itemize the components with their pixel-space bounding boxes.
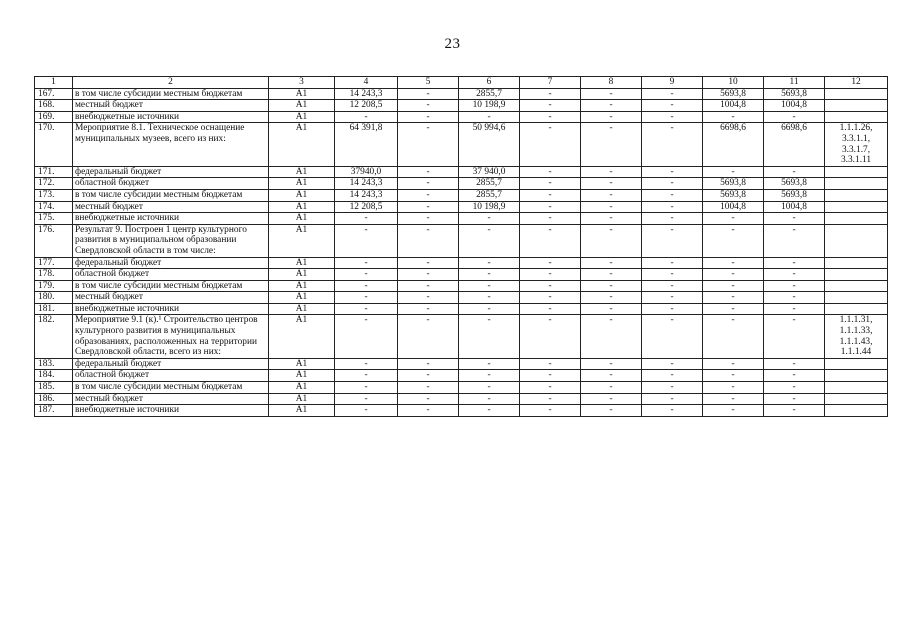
row-number: 176. [35,224,73,257]
amount-cell: - [459,370,520,382]
amount-cell: - [581,280,642,292]
amount-cell: - [581,111,642,123]
table-row [35,201,888,213]
row-description: внебюджетные источники [73,111,269,123]
amount-cell: - [398,280,459,292]
amount-cell: - [642,370,703,382]
amount-cell: - [398,189,459,201]
table-row [35,166,888,178]
row-description: внебюджетные источники [73,303,269,315]
amount-cell: - [398,178,459,190]
row-code: А1 [269,358,335,370]
column-header: 7 [520,77,581,89]
amount-cell: - [520,123,581,166]
amount-cell: - [335,382,398,394]
amount-cell: - [459,292,520,304]
amount-cell: - [642,358,703,370]
amount-cell: - [703,393,764,405]
amount-cell: - [703,280,764,292]
amount-cell: - [398,111,459,123]
row-number: 167. [35,88,73,100]
amount-cell: - [581,201,642,213]
row-description: Результат 9. Построен 1 центр культурного развития в муниципальном образовании Свердловской области в том числе: [73,224,269,257]
amount-cell: - [398,303,459,315]
target-reference [825,166,888,178]
amount-cell: - [703,358,764,370]
amount-cell: - [764,111,825,123]
row-number: 177. [35,257,73,269]
budget-table [34,76,888,417]
row-description: федеральный бюджет [73,257,269,269]
row-description: внебюджетные источники [73,213,269,225]
amount-cell: - [581,100,642,112]
amount-cell: - [398,358,459,370]
amount-cell: - [642,100,703,112]
table-row [35,303,888,315]
target-reference: 1.1.1.26, 3.3.1.1, 3.3.1.7, 3.3.1.11 [825,123,888,166]
amount-cell: - [459,393,520,405]
amount-cell: - [703,382,764,394]
amount-cell: - [398,257,459,269]
target-reference [825,382,888,394]
amount-cell: - [520,100,581,112]
amount-cell: - [520,358,581,370]
amount-cell: - [764,405,825,417]
column-header: 11 [764,77,825,89]
table-row [35,189,888,201]
row-description: федеральный бюджет [73,358,269,370]
amount-cell: 5693,8 [703,189,764,201]
row-number: 182. [35,315,73,358]
amount-cell: - [642,213,703,225]
row-description: в том числе субсидии местным бюджетам [73,88,269,100]
column-header: 12 [825,77,888,89]
amount-cell: - [764,257,825,269]
amount-cell: - [459,303,520,315]
amount-cell: - [703,370,764,382]
amount-cell: - [764,166,825,178]
table-row [35,257,888,269]
row-number: 180. [35,292,73,304]
row-code: А1 [269,111,335,123]
target-reference [825,405,888,417]
amount-cell: - [459,269,520,281]
amount-cell: - [581,224,642,257]
amount-cell: 37940,0 [335,166,398,178]
amount-cell: - [642,315,703,358]
amount-cell: - [398,88,459,100]
column-header: 10 [703,77,764,89]
row-code: А1 [269,269,335,281]
row-number: 168. [35,100,73,112]
amount-cell: - [642,111,703,123]
amount-cell: 10 198,9 [459,201,520,213]
row-number: 174. [35,201,73,213]
amount-cell: - [520,303,581,315]
row-code: А1 [269,382,335,394]
table-row [35,224,888,257]
amount-cell: - [703,166,764,178]
amount-cell: - [764,393,825,405]
amount-cell: - [335,370,398,382]
amount-cell: - [398,269,459,281]
amount-cell: - [520,393,581,405]
row-code: А1 [269,405,335,417]
amount-cell: - [764,358,825,370]
table-row [35,111,888,123]
amount-cell: - [335,269,398,281]
target-reference [825,178,888,190]
amount-cell: - [764,213,825,225]
amount-cell: - [642,280,703,292]
table-row [35,370,888,382]
page-number: 23 [444,36,461,52]
table-row [35,123,888,166]
amount-cell: - [642,178,703,190]
amount-cell: 14 243,3 [335,189,398,201]
table-row [35,269,888,281]
amount-cell: - [520,280,581,292]
amount-cell: - [459,224,520,257]
amount-cell: - [398,100,459,112]
target-reference [825,303,888,315]
row-code: А1 [269,178,335,190]
amount-cell: - [459,382,520,394]
target-reference [825,358,888,370]
table-row [35,213,888,225]
amount-cell: 5693,8 [764,178,825,190]
target-reference [825,292,888,304]
amount-cell: - [642,393,703,405]
table-row [35,358,888,370]
row-number: 184. [35,370,73,382]
row-description: местный бюджет [73,393,269,405]
row-code: А1 [269,393,335,405]
amount-cell: - [520,201,581,213]
amount-cell: - [642,303,703,315]
amount-cell: - [520,166,581,178]
row-code: А1 [269,123,335,166]
target-reference [825,370,888,382]
row-number: 187. [35,405,73,417]
target-reference [825,280,888,292]
amount-cell: 37 940,0 [459,166,520,178]
column-header: 2 [73,77,269,89]
amount-cell: - [459,213,520,225]
target-reference: 1.1.1.31, 1.1.1.33, 1.1.1.43, 1.1.1.44 [825,315,888,358]
amount-cell: - [581,213,642,225]
amount-cell: 50 994,6 [459,123,520,166]
amount-cell: - [459,280,520,292]
amount-cell: 2855,7 [459,189,520,201]
amount-cell: - [398,315,459,358]
row-description: в том числе субсидии местным бюджетам [73,189,269,201]
row-code: А1 [269,280,335,292]
table-row [35,88,888,100]
amount-cell: - [581,303,642,315]
table-row [35,382,888,394]
row-number: 172. [35,178,73,190]
amount-cell: - [520,111,581,123]
amount-cell: - [642,189,703,201]
row-description: областной бюджет [73,269,269,281]
row-description: местный бюджет [73,201,269,213]
amount-cell: 64 391,8 [335,123,398,166]
amount-cell: - [520,178,581,190]
amount-cell: - [520,257,581,269]
amount-cell: - [398,224,459,257]
amount-cell: - [703,111,764,123]
amount-cell: - [520,405,581,417]
amount-cell: - [335,292,398,304]
amount-cell: - [520,189,581,201]
amount-cell: - [335,111,398,123]
amount-cell: - [581,189,642,201]
row-number: 173. [35,189,73,201]
amount-cell: - [520,224,581,257]
target-reference [825,257,888,269]
amount-cell: 14 243,3 [335,88,398,100]
amount-cell: - [335,213,398,225]
amount-cell: - [398,393,459,405]
amount-cell: - [459,405,520,417]
amount-cell: - [642,292,703,304]
table-row [35,292,888,304]
column-header-row [35,77,888,89]
amount-cell: 2855,7 [459,88,520,100]
row-description: областной бюджет [73,370,269,382]
amount-cell: - [398,123,459,166]
amount-cell: - [581,315,642,358]
amount-cell: - [520,315,581,358]
table-row [35,178,888,190]
row-code: А1 [269,303,335,315]
row-number: 170. [35,123,73,166]
table-row [35,100,888,112]
amount-cell: - [642,257,703,269]
amount-cell: - [703,292,764,304]
amount-cell: - [642,88,703,100]
amount-cell: - [581,257,642,269]
row-code: А1 [269,292,335,304]
row-description: местный бюджет [73,292,269,304]
amount-cell: 14 243,3 [335,178,398,190]
amount-cell: - [581,292,642,304]
amount-cell: - [520,292,581,304]
column-header: 4 [335,77,398,89]
amount-cell: - [520,213,581,225]
amount-cell: - [764,224,825,257]
amount-cell: - [703,257,764,269]
target-reference [825,111,888,123]
row-number: 185. [35,382,73,394]
row-number: 183. [35,358,73,370]
amount-cell: - [335,405,398,417]
amount-cell: - [642,224,703,257]
amount-cell: 5693,8 [703,88,764,100]
amount-cell: - [703,405,764,417]
row-code: А1 [269,224,335,257]
amount-cell: 12 208,5 [335,100,398,112]
table-row [35,315,888,358]
target-reference [825,269,888,281]
amount-cell: - [764,292,825,304]
row-number: 171. [35,166,73,178]
amount-cell: 6698,6 [764,123,825,166]
amount-cell: - [581,370,642,382]
amount-cell: - [459,358,520,370]
row-description: в том числе субсидии местным бюджетам [73,280,269,292]
row-description: местный бюджет [73,100,269,112]
row-number: 175. [35,213,73,225]
amount-cell: - [581,88,642,100]
row-description: федеральный бюджет [73,166,269,178]
amount-cell: - [764,303,825,315]
amount-cell: - [335,315,398,358]
amount-cell: - [335,358,398,370]
amount-cell: 12 208,5 [335,201,398,213]
amount-cell: - [703,224,764,257]
amount-cell: - [581,358,642,370]
amount-cell: - [642,201,703,213]
amount-cell: 2855,7 [459,178,520,190]
row-number: 169. [35,111,73,123]
amount-cell: - [764,370,825,382]
amount-cell: - [398,166,459,178]
column-header: 3 [269,77,335,89]
row-code: А1 [269,88,335,100]
amount-cell: - [764,269,825,281]
amount-cell: 5693,8 [764,88,825,100]
amount-cell: - [581,166,642,178]
row-code: А1 [269,201,335,213]
amount-cell: - [581,123,642,166]
amount-cell: - [335,257,398,269]
column-header: 9 [642,77,703,89]
table-row [35,405,888,417]
row-code: А1 [269,315,335,358]
amount-cell: 1004,8 [703,100,764,112]
row-description: внебюджетные источники [73,405,269,417]
amount-cell: - [398,370,459,382]
target-reference [825,224,888,257]
amount-cell: - [703,315,764,358]
amount-cell: - [581,393,642,405]
row-number: 179. [35,280,73,292]
row-code: А1 [269,370,335,382]
amount-cell: - [642,269,703,281]
column-header: 8 [581,77,642,89]
amount-cell: 1004,8 [703,201,764,213]
amount-cell: - [642,166,703,178]
amount-cell: - [764,382,825,394]
row-number: 178. [35,269,73,281]
amount-cell: - [520,370,581,382]
row-code: А1 [269,100,335,112]
amount-cell: - [703,303,764,315]
amount-cell: - [581,405,642,417]
row-description: в том числе субсидии местным бюджетам [73,382,269,394]
amount-cell: - [398,292,459,304]
amount-cell: 1004,8 [764,100,825,112]
amount-cell: - [520,88,581,100]
target-reference [825,201,888,213]
amount-cell: - [459,111,520,123]
amount-cell: 5693,8 [764,189,825,201]
target-reference [825,100,888,112]
amount-cell: - [764,315,825,358]
amount-cell: - [764,280,825,292]
amount-cell: - [703,269,764,281]
amount-cell: - [398,213,459,225]
amount-cell: - [335,393,398,405]
row-code: А1 [269,213,335,225]
table-row [35,393,888,405]
amount-cell: - [398,382,459,394]
amount-cell: - [642,123,703,166]
amount-cell: 10 198,9 [459,100,520,112]
amount-cell: - [581,382,642,394]
amount-cell: 1004,8 [764,201,825,213]
row-code: А1 [269,166,335,178]
row-description: областной бюджет [73,178,269,190]
amount-cell: - [642,382,703,394]
target-reference [825,189,888,201]
amount-cell: - [335,224,398,257]
amount-cell: - [459,315,520,358]
amount-cell: - [520,382,581,394]
column-header: 5 [398,77,459,89]
column-header: 6 [459,77,520,89]
amount-cell: - [398,201,459,213]
amount-cell: - [581,269,642,281]
amount-cell: - [703,213,764,225]
amount-cell: - [520,269,581,281]
table-row [35,280,888,292]
amount-cell: - [335,303,398,315]
row-description: Мероприятие 8.1. Техническое оснащение муниципальных музеев, всего из них: [73,123,269,166]
row-code: А1 [269,257,335,269]
table-body [35,77,888,417]
row-number: 186. [35,393,73,405]
target-reference [825,393,888,405]
amount-cell: - [459,257,520,269]
target-reference [825,213,888,225]
amount-cell: - [581,178,642,190]
row-number: 181. [35,303,73,315]
amount-cell: - [642,405,703,417]
column-header: 1 [35,77,73,89]
target-reference [825,88,888,100]
row-description: Мероприятие 9.1 (к).¹ Строительство центров культурного развития в муниципальных образованиях, расположенных на территории Свердловской области, всего из них: [73,315,269,358]
amount-cell: 6698,6 [703,123,764,166]
amount-cell: 5693,8 [703,178,764,190]
amount-cell: - [335,280,398,292]
amount-cell: - [398,405,459,417]
row-code: А1 [269,189,335,201]
